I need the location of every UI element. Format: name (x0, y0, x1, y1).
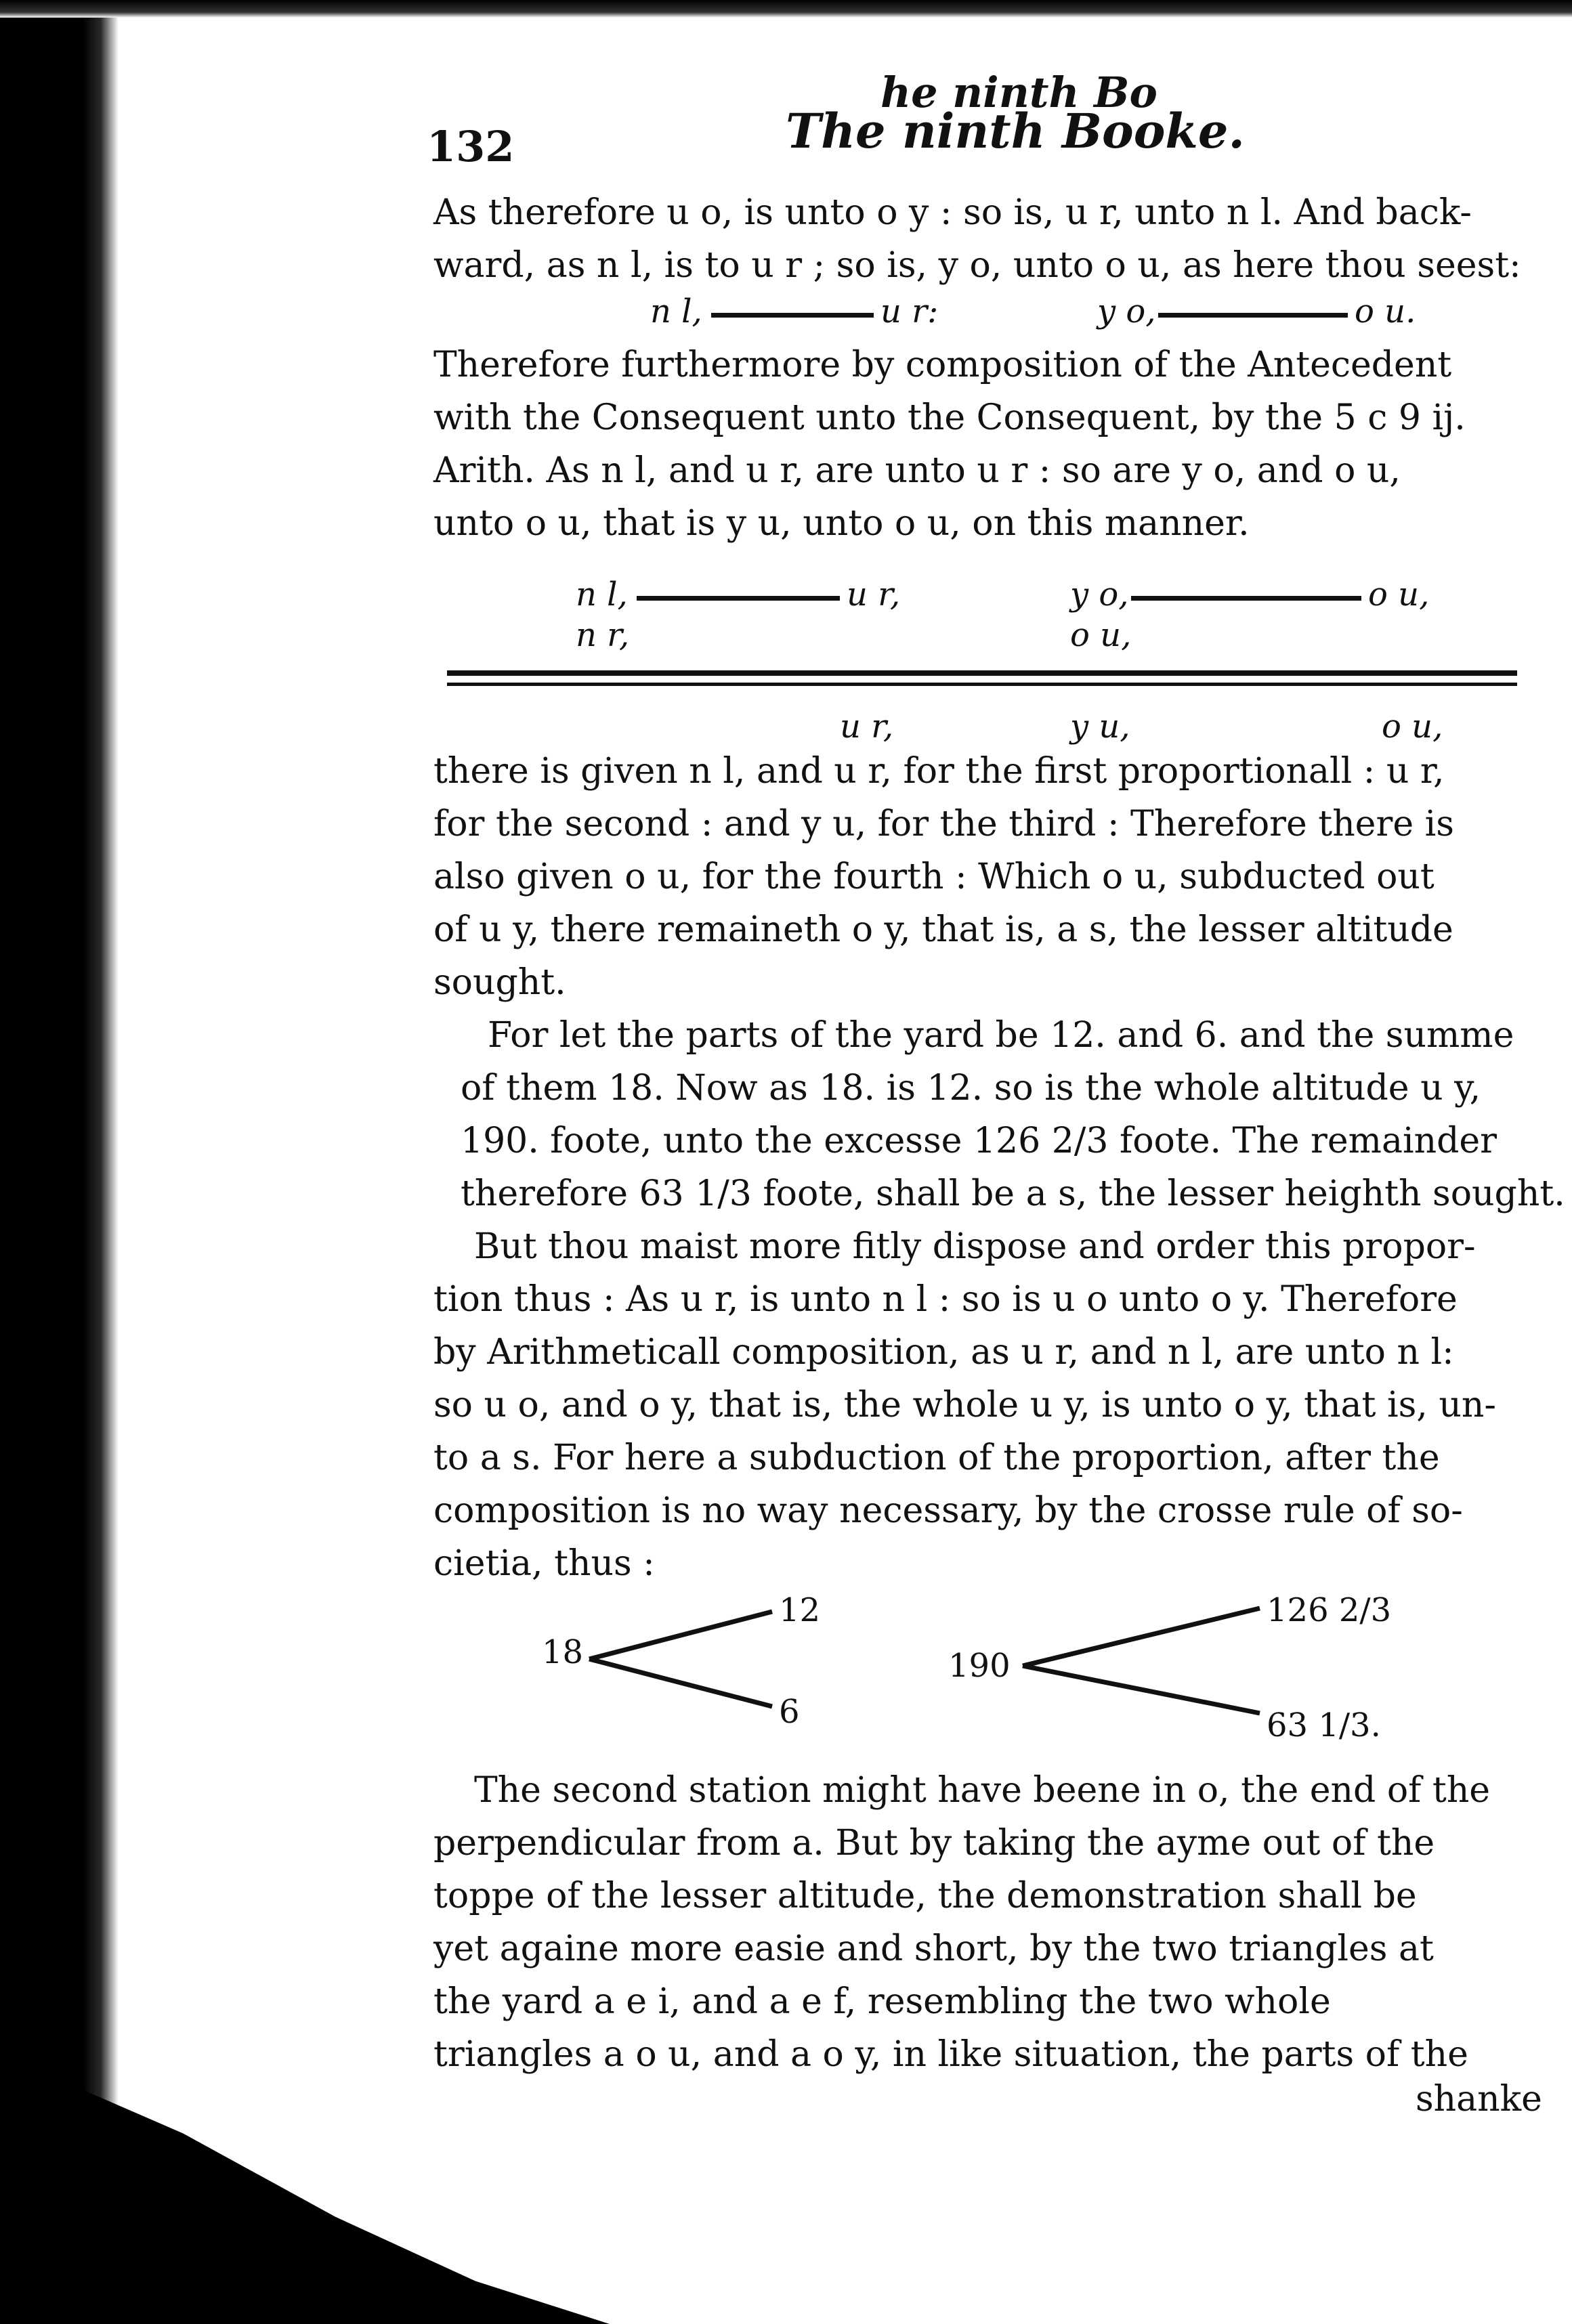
text-line: composition is no way necessary, by the crosse rule of so- (433, 1490, 1463, 1531)
societia-left-lower: 6 (779, 1693, 800, 1731)
text-line: of them 18. Now as 18. is 12. so is the whole altitude u y, (461, 1068, 1481, 1109)
proportion-term: u r, (840, 708, 894, 746)
proportion-term: y o, (1070, 576, 1129, 614)
proportion-rule (637, 596, 840, 601)
proportion-rule (711, 313, 874, 318)
text-line: unto o u, that is y u, unto o u, on this manner. (433, 503, 1250, 544)
scan-dark-margin-top (0, 0, 1572, 18)
paragraph-2 (433, 339, 1544, 550)
societia-left-root: 18 (542, 1633, 584, 1671)
text-line: sought. (433, 962, 566, 1003)
text-line: As therefore u o, is unto o y : so is, u r, unto n l. And back- (433, 192, 1472, 233)
proportion-term: o u. (1355, 293, 1416, 330)
proportion-rule (1158, 313, 1348, 318)
proportion-term: o u, (1368, 576, 1430, 614)
running-head-top: he ninth Bo (880, 68, 1157, 117)
text-line: But thou maist more fitly dispose and order this propor- (474, 1226, 1476, 1267)
proportion-term: y o, (1097, 293, 1156, 330)
text-line: of u y, there remaineth o y, that is, a s, the lesser altitude (433, 909, 1453, 950)
societia-right-upper: 126 2/3 (1267, 1591, 1392, 1629)
text-line: tion thus : As u r, is unto n l : so is u o unto o y. Therefore (433, 1279, 1458, 1320)
text-line: yet againe more easie and short, by the two triangles at (433, 1929, 1434, 1969)
proportion-term: n l, (576, 576, 628, 614)
text-line: so u o, and o y, that is, the whole u y, is unto o y, that is, un- (433, 1385, 1496, 1425)
text-line: cietia, thus : (433, 1543, 655, 1584)
proportion-term: n r, (576, 616, 630, 654)
paragraph-5 (433, 1220, 1544, 1590)
page-number: 132 (427, 122, 515, 171)
text-line: perpendicular from a. But by taking the ayme out of the (433, 1823, 1435, 1864)
running-head: The ninth Booke. (786, 103, 1245, 159)
proportion-term: n l, (650, 293, 702, 330)
text-line: Therefore furthermore by composition of the Antecedent (433, 345, 1452, 385)
scan-dark-margin-left (0, 0, 119, 2324)
text-line: The second station might have beene in o, the end of the (474, 1770, 1491, 1811)
text-line: toppe of the lesser altitude, the demonstration shall be (433, 1876, 1417, 1916)
text-line: therefore 63 1/3 foote, shall be a s, the lesser heighth sought. (461, 1174, 1565, 1214)
paragraph-3 (433, 745, 1544, 1009)
paragraph-6 (433, 1764, 1544, 2081)
text-line: triangles a o u, and a o y, in like situation, the parts of the (433, 2034, 1468, 2075)
text-line: the yard a e i, and a e f, resembling the two whole (433, 1981, 1331, 2022)
paragraph-1 (433, 186, 1544, 292)
proportion-term: u r, (847, 576, 901, 614)
text-line: by Arithmeticall composition, as u r, and n l, are unto n l: (433, 1332, 1454, 1373)
separator-rule (447, 670, 1517, 676)
text-line: For let the parts of the yard be 12. and 6. and the summe (488, 1015, 1514, 1056)
proportion-term: o u, (1070, 616, 1132, 654)
proportion-term: u r: (880, 293, 939, 330)
text-line: there is given n l, and u r, for the first proportionall : u r, (433, 751, 1445, 792)
text-line: with the Consequent unto the Consequent, by the 5 c 9 ij. (433, 397, 1466, 438)
proportion-rule (1131, 596, 1361, 601)
text-line: 190. foote, unto the excesse 126 2/3 foote. The remainder (461, 1121, 1497, 1161)
proportion-term: y u, (1070, 708, 1130, 746)
societia-right-root: 190 (948, 1647, 1011, 1685)
separator-rule (447, 683, 1517, 686)
text-line: ward, as n l, is to u r ; so is, y o, unto o u, as here thou seest: (433, 245, 1521, 286)
societia-right-lower: 63 1/3. (1267, 1706, 1381, 1744)
text-line: for the second : and y u, for the third : Therefore there is (433, 804, 1454, 844)
book-page (420, 41, 1565, 2296)
societia-left-upper: 12 (779, 1591, 821, 1629)
proportion-term: o u, (1382, 708, 1443, 746)
catchword: shanke (1416, 2079, 1542, 2119)
text-line: Arith. As n l, and u r, are unto u r : so are y o, and o u, (433, 450, 1401, 491)
paragraph-4 (433, 1009, 1565, 1220)
text-line: to a s. For here a subduction of the proportion, after the (433, 1438, 1440, 1478)
text-line: also given o u, for the fourth : Which o u, subducted out (433, 857, 1435, 897)
